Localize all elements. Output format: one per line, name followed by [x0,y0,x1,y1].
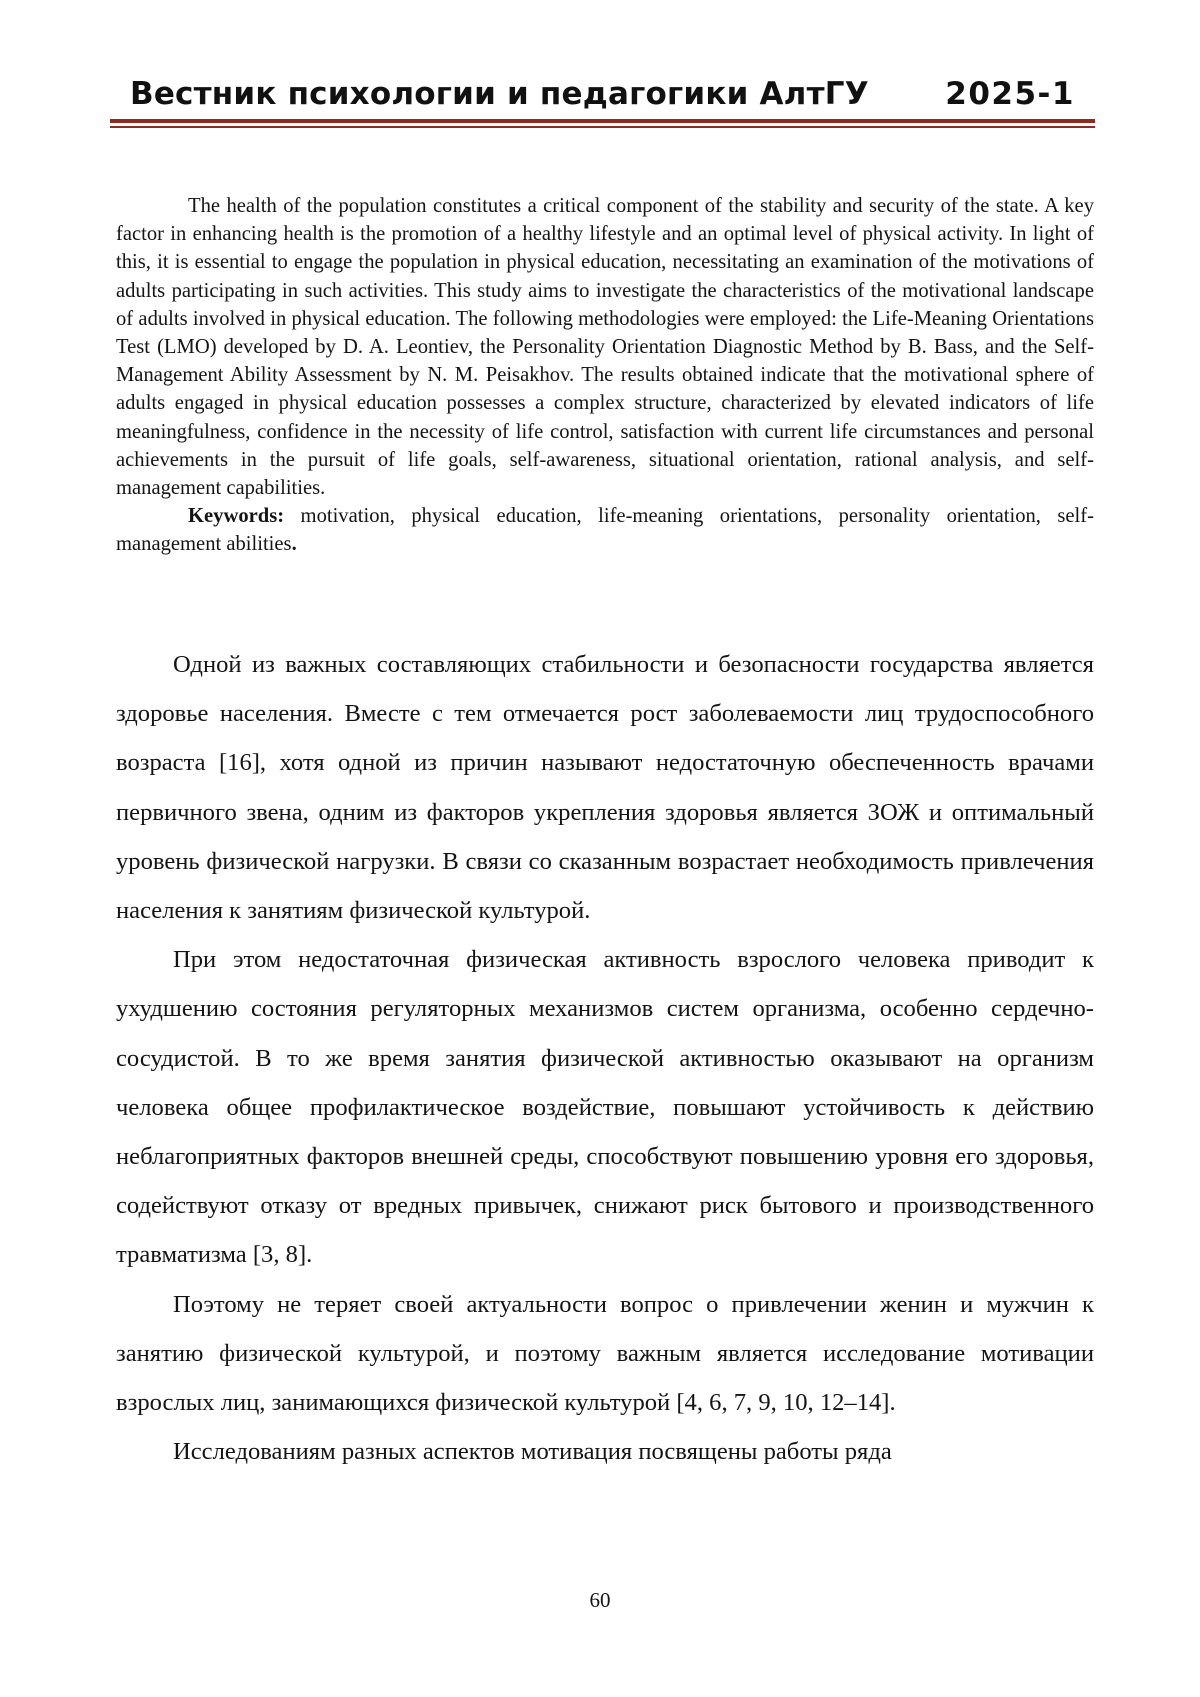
article-body [116,640,1094,1476]
keywords-line [116,502,1094,558]
header-rule-thick [110,119,1095,123]
keywords-label: Keywords: [188,505,285,528]
journal-title: Вестник психологии и педагогики АлтГУ [130,76,869,112]
keywords-end: . [291,533,297,556]
body-paragraph-1: Одной из важных составляющих стабильности и безопасности государства является здоровье населения. Вместе с тем отмечается рост заболеваемости лиц трудоспособного возраста [16], хотя одной из причин называют недостаточную обеспеченность врачами первичного звена, одним из факторов укрепления здоровья является ЗОЖ и оптимальный уровень физической нагрузки. В связи со сказанным возрастает необходимость привлечения населения к занятиям физической культурой. [116,651,1094,925]
body-paragraph-3: Поэтому не теряет своей актуальности вопрос о привлечении женин и мужчин к занятию физической культурой, и поэтому важным является исследование мотивации взрослых лиц, занимающихся физической культурой [4, 6, 7, 9, 10, 12–14]. [116,1290,1094,1417]
keywords-list: motivation, physical education, life-meaning orientations, personality orientation, self-management abilities [116,505,1094,556]
english-abstract [116,192,1094,559]
issue-number: 2025-1 [945,76,1075,112]
running-header [110,68,1095,124]
abstract-text: The health of the population constitutes a critical component of the stability and security of the state. A key factor in enhancing health is the promotion of a healthy lifestyle and an optimal level of physical activity. In light of this, it is essential to engage the population in physical education, necessitating an examination of the motivations of adults participating in such activities. This study aims to investigate the characteristics of the motivational landscape of adults involved in physical education. The following methodologies were employed: the Life-Meaning Orientations Test (LMO) developed by D. A. Leontiev, the Personality Orientation Diagnostic Method by B. Bass, and the Self-Management Ability Assessment by N. M. Peisakhov. The results obtained indicate that the motivational sphere of adults engaged in physical education possesses a complex structure, characterized by elevated indicators of life meaningfulness, confidence in the necessity of life control, satisfaction with current life circumstances and personal achievements in the pursuit of life goals, self-awareness, situational orientation, rational analysis, and self-management capabilities. [116,195,1094,500]
body-paragraph-2: При этом недостаточная физическая активность взрослого человека приводит к ухудшению состояния регуляторных механизмов систем организма, особенно сердечно-сосудистой. В то же время занятия физической активностью оказывают на организм человека общее профилактическое воздействие, повышают устойчивость к действию неблагоприятных факторов внешней среды, способствуют повышению уровня его здоровья, содействуют отказу от вредных привычек, снижают риск бытового и производственного травматизма [3, 8]. [116,946,1094,1269]
header-rule-thin [110,126,1095,128]
body-paragraph-4: Исследованиям разных аспектов мотивация посвящены работы ряда [173,1438,892,1466]
page-number: 60 [589,1588,611,1612]
